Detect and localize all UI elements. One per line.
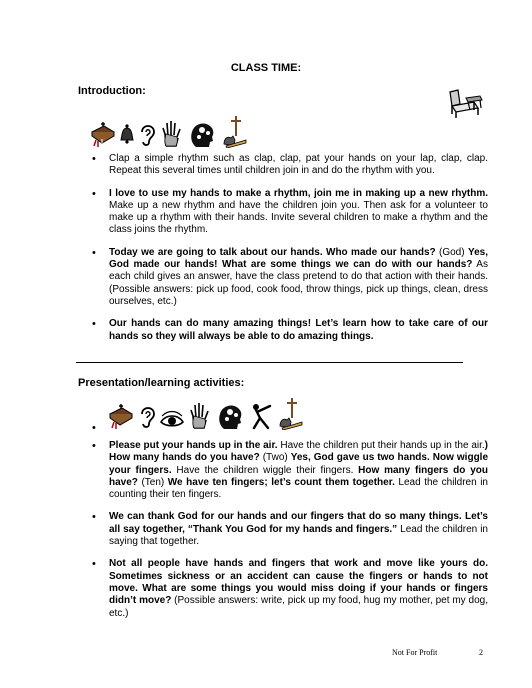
bold-text-segment: We have ten fingers; let’s count them together. [167,476,395,488]
section-divider [76,362,463,363]
bold-text-segment: Yes, God made our hands! What are some things we can do with our hands? [109,246,488,271]
text-segment: Lead the children in saying that together. [109,523,488,548]
hand-icon [160,120,184,148]
ear-icon [138,404,156,430]
bold-text-segment: Not all people have hands and fingers that work and move like yours do. Sometimes sickness or an accident can cause the fingers or hands to not move. What are some things you would miss doing if your hands or fingers didn’t move? [109,558,488,607]
introduction-bullet-list [92,153,488,343]
bold-text-segment: Yes, God gave us two hands. Now wiggle your fingers. [109,452,489,476]
eye-icon [160,408,184,430]
bell-icon [120,122,134,148]
text-segment: (Two) [259,452,291,464]
bullet-item [92,153,488,178]
hand-icon [188,402,212,430]
bold-text-segment: I love to use my hands to make a rhythm, join me in making up a new rhythm. [109,187,488,199]
ear-icon [138,122,156,148]
praying-cross-icon [222,114,248,148]
bullet-item [92,188,488,237]
bullet-item [92,440,488,501]
bold-text-segment: We can thank God for our hands and our fingers that do so many things. Let’s all say together, “Thank You God for my hands and fingers.” [109,511,488,535]
praying-cross-icon [278,396,304,430]
presentation-bullet-list [92,440,488,630]
presentation-icon-row [108,396,304,430]
text-segment: Have the children put their hands up in the air. [277,440,485,451]
bullet-item [92,318,488,343]
presentation-heading: Presentation/learning activities: [78,377,245,389]
page-title: CLASS TIME: [230,62,302,74]
bible-icon [108,404,134,430]
thinking-head-icon [188,120,218,148]
introduction-icon-row [90,114,248,148]
bold-text-segment: ) How many hands do you have? [109,440,489,464]
text-segment: (God) [435,246,468,258]
stretching-person-icon [250,402,274,430]
text-segment: Lead the children in counting their ten fingers. [109,476,488,501]
thinking-head-icon [216,402,246,430]
bullet-item [92,511,488,548]
page-number: 2 [479,648,483,657]
introduction-heading: Introduction: [78,85,146,97]
footer-note: Not For Profit [392,648,438,657]
bullet-item [92,247,488,308]
text-segment: (Ten) [137,476,168,488]
bullet-item [92,558,488,619]
text-segment: Clap a simple rhythm such as clap, clap, pat your hands on your lap, clap, clap. Repeat this several times until children join in and do the rhythm with you. [109,153,488,177]
empty-bullet: • [92,422,96,434]
bold-text-segment: Please put your hands up in the air. [109,440,278,451]
text-segment: As each child gives an answer, have the class pretend to do that action with their hands. (Possible answers: pick up food, cook food, throw things, pick up things, clean, dress ourselves, etc.) [109,259,488,307]
text-segment: Have the children wiggle their fingers. [171,464,359,476]
text-segment: Make up a new rhythm and have the children join you. Then ask for a volunteer to make up a rhythm with their hands. Invite several children to make a rhythm and the class joins the rhythm. [109,199,488,236]
bold-text-segment: How many fingers do you have? [109,464,488,488]
text-segment: (Possible answers: write, pick up my food, hug my mother, pet my dog, etc.) [109,595,488,619]
bold-text-segment: Today we are going to talk about our hands. Who made our hands? [109,246,436,258]
bible-icon [90,122,116,148]
chair-icon [444,88,484,125]
bold-text-segment: Our hands can do many amazing things! Let’s learn how to take care of our hands so they will always be able to do amazing things. [109,318,488,342]
